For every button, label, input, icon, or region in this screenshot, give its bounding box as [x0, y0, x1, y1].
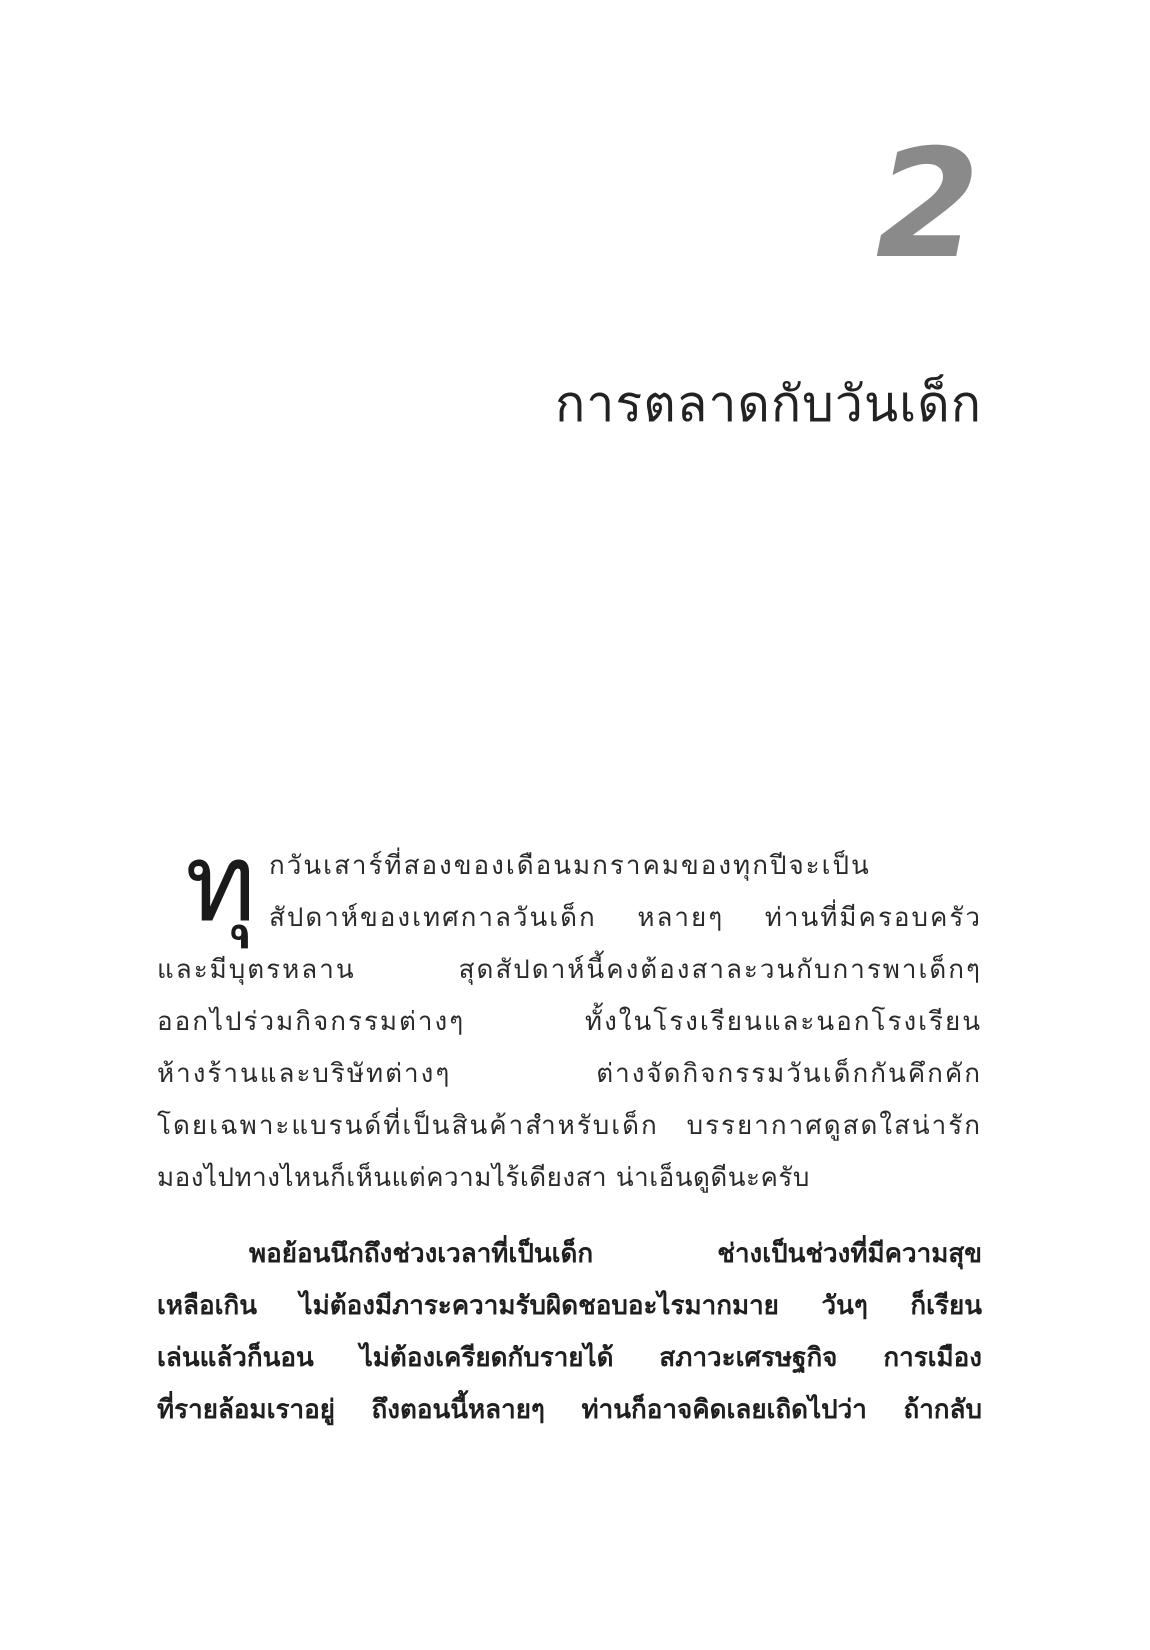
paragraph-line: และมีบุตรหลาน สุดสัปดาห์นี้คงต้องสาละวนกับการพาเด็กๆ [157, 955, 982, 985]
paragraph-line: ออกไปร่วมกิจกรรมต่างๆ ทั้งในโรงเรียนและนอกโรงเรียน [157, 1007, 982, 1037]
paragraph-line: ห้างร้านและบริษัทต่างๆ ต่างจัดกิจกรรมวันเด็กกันคึกคัก [157, 1059, 982, 1089]
paragraph-line: กวันเสาร์ที่สองของเดือนมกราคมของทุกปีจะเป็น [269, 851, 871, 881]
paragraph-line: ที่รายล้อมเราอยู่ ถึงตอนนี้หลายๆ ท่านก็อาจคิดเลยเถิดไปว่า ถ้ากลับ [157, 1395, 982, 1425]
chapter-title: การตลาดกับวันเด็ก [555, 375, 982, 433]
drop-cap: ทุ [185, 821, 259, 946]
paragraph-line: มองไปทางไหนก็เห็นแต่ความไร้เดียงสา น่าเอ็นดูดีนะครับ [157, 1163, 810, 1193]
paragraph-line: สัปดาห์ของเทศกาลวันเด็ก หลายๆ ท่านที่มีครอบครัว [269, 903, 982, 933]
paragraph-line: พอย้อนนึกถึงช่วงเวลาที่เป็นเด็ก ช่างเป็นช่วงที่มีความสุข [249, 1239, 982, 1269]
body-paragraph [157, 1228, 982, 1436]
chapter-number: 2 [875, 118, 980, 292]
intro-paragraph [157, 821, 982, 1204]
paragraph-line: เล่นแล้วก็นอน ไม่ต้องเครียดกับรายได้ สภาวะเศรษฐกิจ การเมือง [157, 1343, 982, 1373]
chapter-body [157, 821, 982, 1436]
paragraph-line: โดยเฉพาะแบรนด์ที่เป็นสินค้าสำหรับเด็ก บรรยากาศดูสดใสน่ารัก [157, 1111, 982, 1141]
paragraph-line: เหลือเกิน ไม่ต้องมีภาระความรับผิดชอบอะไรมากมาย วันๆ ก็เรียน [157, 1291, 982, 1321]
